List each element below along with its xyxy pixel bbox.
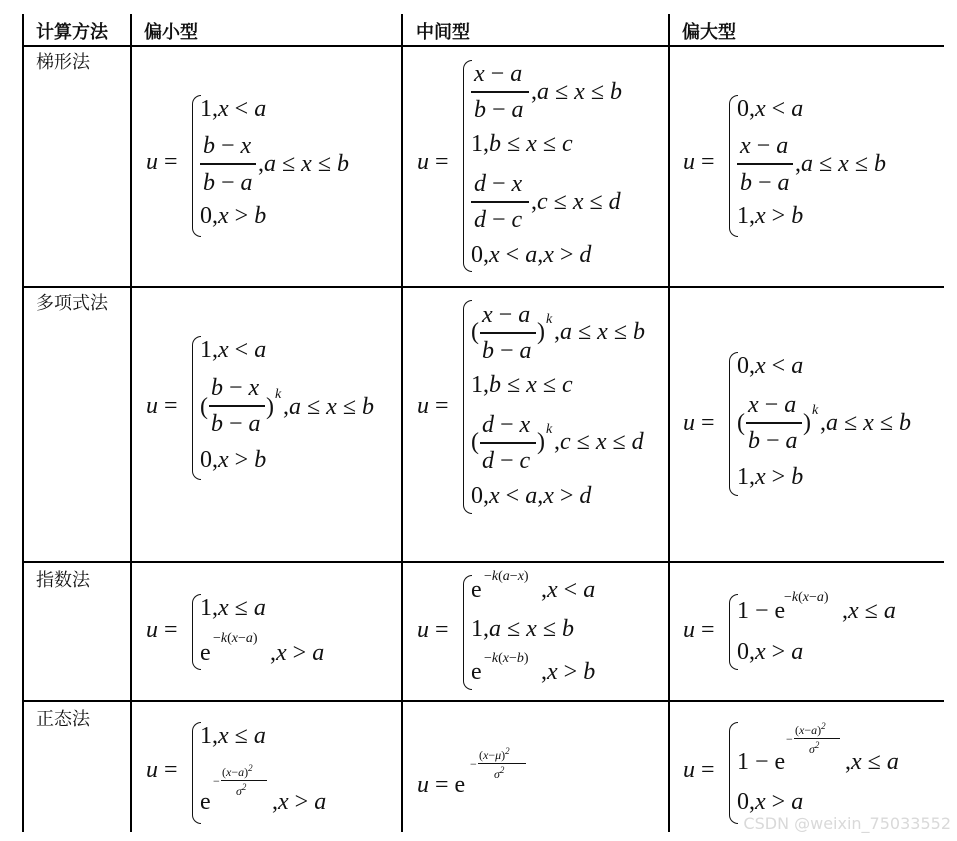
watermark: CSDN @weixin_75033552 — [743, 814, 951, 833]
method-polynomial: 多项式法 — [36, 293, 108, 314]
method-exponential: 指数法 — [36, 570, 90, 591]
grid-line — [668, 14, 670, 832]
header-middle: 中间型 — [416, 22, 470, 43]
grid-line — [22, 700, 944, 702]
grid-line — [22, 286, 944, 288]
header-large: 偏大型 — [682, 22, 736, 43]
header-small: 偏小型 — [144, 22, 198, 43]
grid-line — [22, 561, 944, 563]
method-trapezoid: 梯形法 — [36, 52, 90, 73]
grid-line — [130, 14, 132, 832]
grid-line — [22, 45, 944, 47]
grid-line — [22, 14, 24, 832]
header-method: 计算方法 — [36, 22, 108, 43]
method-normal: 正态法 — [36, 709, 90, 730]
grid-line — [401, 14, 403, 832]
